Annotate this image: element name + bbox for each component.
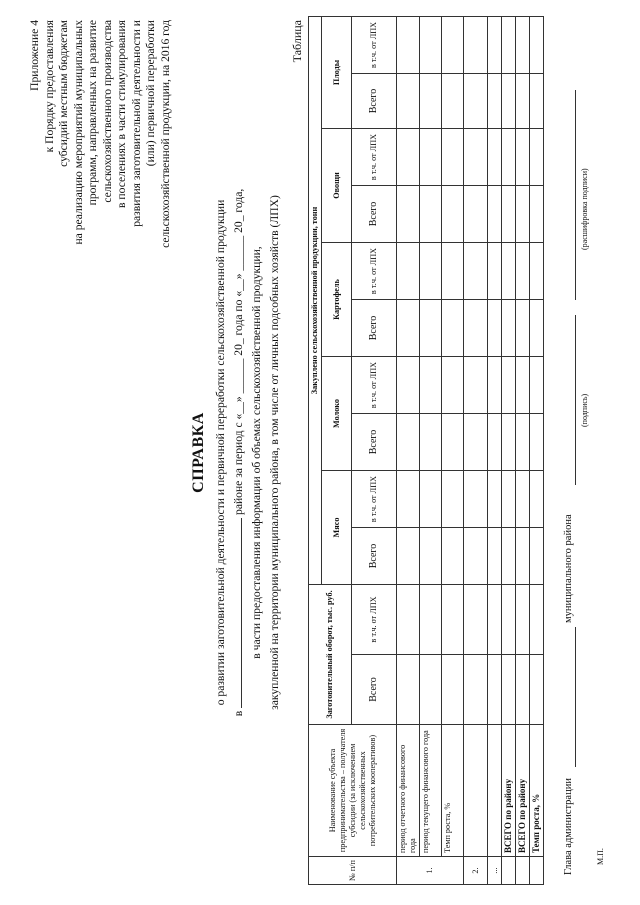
sub-total: Всего <box>352 414 397 471</box>
district-label: муниципального района <box>563 514 574 623</box>
appendix-line: на реализацию мероприятий муниципальных <box>71 20 85 245</box>
appendix-line: развития заготовительной деятельности и <box>129 20 143 227</box>
row-growth-total: Темп роста, % <box>530 725 544 857</box>
header-product: Овощи <box>322 129 352 243</box>
appendix-block <box>28 20 173 440</box>
subtitle-line-2 <box>232 0 245 905</box>
signature-line <box>575 315 576 485</box>
subtitle-line-1: о развитии заготовительной деятельности и первичной переработки сельскохозяйственной продукции <box>214 199 227 706</box>
report-table <box>308 16 544 885</box>
subtitle-line-3: в части предоставления информации об объемах сельскохозяйственной продукции, <box>250 246 263 659</box>
row-number: 1. <box>397 857 464 885</box>
stamp-label: М.П. <box>596 848 605 865</box>
header-product: Молоко <box>322 357 352 471</box>
head-label: Глава администрации <box>563 778 574 875</box>
header-product: Картофель <box>322 243 352 357</box>
table-row <box>530 16 544 884</box>
row-label: период текущего финансового года <box>420 725 442 857</box>
appendix-line: Приложение 4 <box>28 20 41 91</box>
table-row <box>397 16 420 884</box>
sub-lph: в т.ч. от ЛПХ <box>352 129 397 186</box>
appendix-line: к Порядку предоставления <box>42 20 56 153</box>
subtitle-prefix: в <box>232 710 245 717</box>
table-row <box>502 16 516 884</box>
table-row <box>516 16 530 884</box>
sub-total: Всего <box>352 300 397 357</box>
sub-total: Всего <box>352 186 397 243</box>
sub-lph: в т.ч. от ЛПХ <box>352 243 397 300</box>
appendix-line: сельскохозяйственной продукции, на 2016 год <box>158 20 172 248</box>
sub-lph: в т.ч. от ЛПХ <box>352 585 397 655</box>
row-number: ... <box>488 857 502 885</box>
row-total: ВСЕГО по району <box>516 725 530 857</box>
appendix-line: сельскохозяйственного производства <box>100 20 114 203</box>
signature-caption: (подпись) <box>580 393 589 427</box>
sub-total: Всего <box>352 655 397 725</box>
appendix-line: субсидий местным бюджетам <box>57 20 70 167</box>
header-purchased: Закуплено сельскохозяйственной продукции, тонн <box>309 16 322 584</box>
district-blank <box>232 518 242 708</box>
sub-lph: в т.ч. от ЛПХ <box>352 16 397 73</box>
row-label: период отчетного финансового года <box>397 725 420 857</box>
sub-lph: в т.ч. от ЛПХ <box>352 357 397 414</box>
header-product: Плоды <box>322 16 352 128</box>
decode-line <box>575 90 576 300</box>
appendix-line: программ, направленных на развитие <box>86 20 99 206</box>
table-row <box>442 16 464 884</box>
subtitle-line-4: закупленной на территории муниципального района, в том числе от личных подсобных хозяйств (ЛПХ) <box>268 195 281 710</box>
document-title: СПРАВКА <box>190 412 207 493</box>
table-label: Таблица <box>290 20 304 63</box>
appendix-line: в поселениях в части стимулирования <box>115 20 128 208</box>
subtitle-period: районе за период с «__» ______ 20_ года по «__» ______ 20_ года, <box>232 188 245 515</box>
row-total: ВСЕГО по району <box>502 725 516 857</box>
table-row <box>488 16 502 884</box>
header-turnover: Заготовительный оборот, тыс. руб. <box>309 585 352 725</box>
table-row <box>464 16 488 884</box>
sub-total: Всего <box>352 528 397 585</box>
row-number: 2. <box>464 857 488 885</box>
head-blank-line <box>575 627 576 767</box>
header-entity-name: Наименование субъекта предпринимательства – получателя субсидии (за исключением сельскохозяйственных потребительских кооперативов) <box>309 725 397 857</box>
decode-caption: (расшифровка подписи) <box>580 168 589 250</box>
appendix-line: (или) первичной переработки <box>144 20 157 167</box>
sub-total: Всего <box>352 74 397 129</box>
sub-lph: в т.ч. от ЛПХ <box>352 471 397 528</box>
header-number: № п/п <box>309 857 397 885</box>
table-row <box>420 16 442 884</box>
row-label: Темп роста, % <box>442 725 464 857</box>
header-product: Мясо <box>322 471 352 585</box>
